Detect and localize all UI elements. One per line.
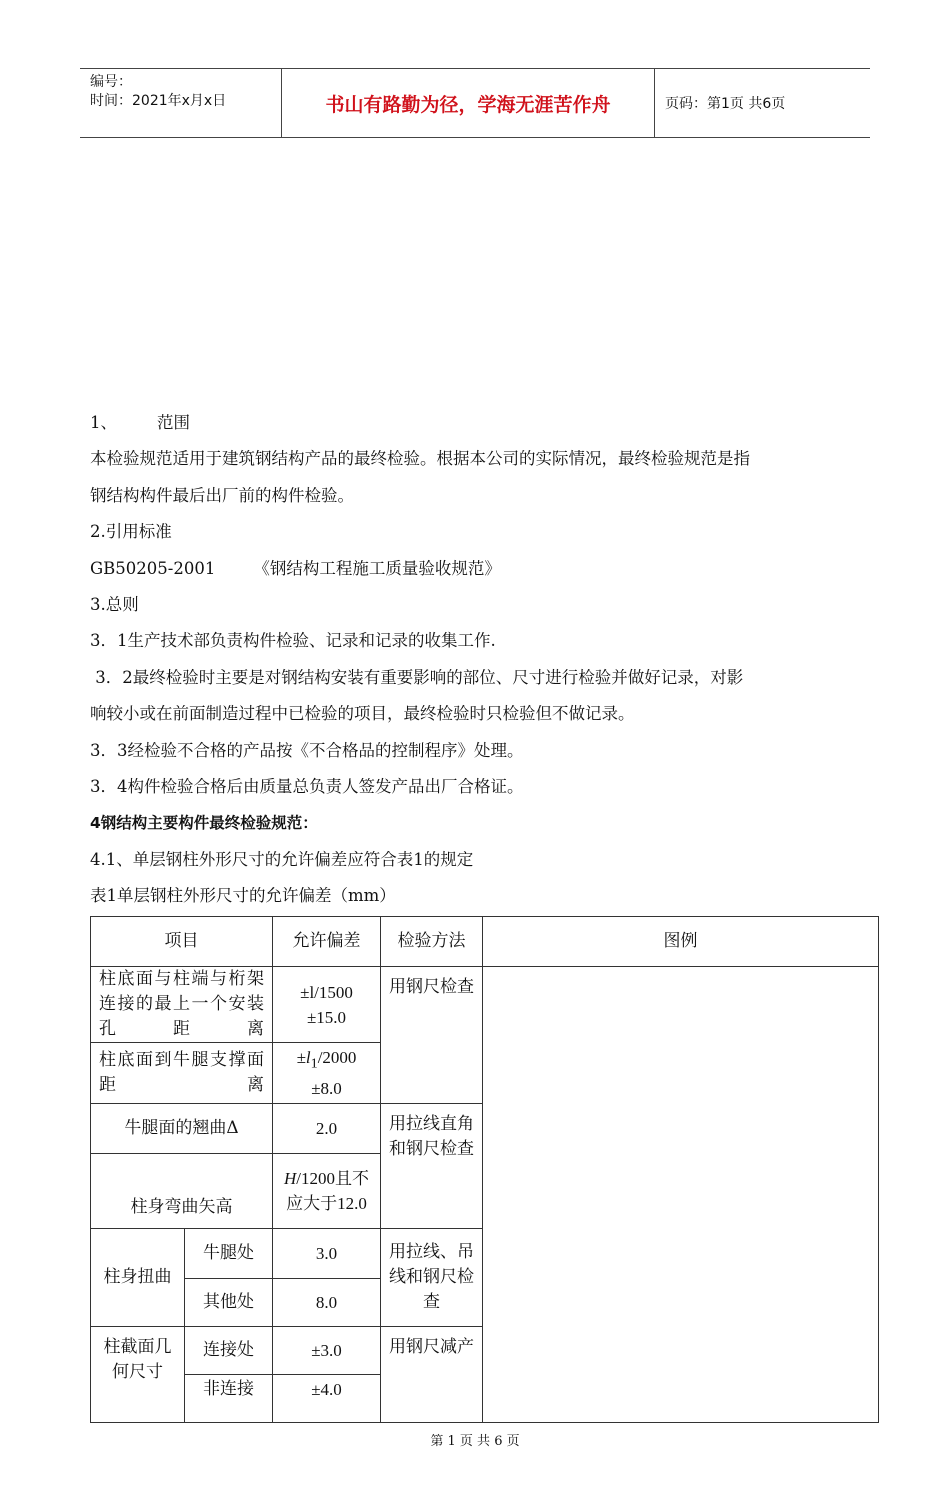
header-item: 项目 [91, 917, 273, 967]
clause-3-1: 3．1生产技术部负责构件检验、记录和记录的收集工作. [90, 631, 496, 651]
clause-3-2-line-2: 响较小或在前面制造过程中已检验的项目，最终检验时只检验但不做记录。 [90, 704, 635, 724]
standard-code: GB50205-2001 [90, 558, 216, 578]
tolerance-subscript: 1 [310, 1055, 318, 1072]
tolerance-value: ±l/1500 [300, 982, 353, 1002]
item-cell: 柱身弯曲矢高 [91, 1154, 273, 1229]
method-cell: 用钢尺减产 [381, 1327, 483, 1423]
table-caption: 表1单层钢柱外形尺寸的允许偏差（mm） [90, 886, 396, 906]
section-1-heading [90, 405, 872, 441]
sub-item-cell: 连接处 [185, 1327, 273, 1375]
clause-4-1: 4.1、单层钢柱外形尺寸的允许偏差应符合表1的规定 [90, 849, 474, 869]
tolerance-cell: 3.0 [273, 1229, 381, 1279]
section-1-paragraph-line-2: 钢结构构件最后出厂前的构件检验。 [90, 485, 354, 505]
sub-item-cell: 牛腿处 [185, 1229, 273, 1279]
sub-item-cell: 其他处 [185, 1279, 273, 1327]
header-method: 检验方法 [381, 917, 483, 967]
tolerance-table [90, 916, 879, 1423]
tolerance-cell: ±4.0 [273, 1375, 381, 1423]
document-date: 时间：2021年x月x日 [90, 93, 227, 109]
tolerance-value: /1200且不应大于12.0 [286, 1169, 369, 1214]
group-cell: 柱截面几何尺寸 [91, 1327, 185, 1423]
tolerance-cell [273, 1154, 381, 1229]
table-header-row [91, 917, 879, 967]
section-1-paragraph-line-1: 本检验规范适用于建筑钢结构产品的最终检验。根据本公司的实际情况，最终检验规范是指 [90, 449, 750, 469]
document-body [90, 405, 872, 914]
method-cell: 用拉线、吊线和钢尺检查 [381, 1229, 483, 1327]
tolerance-cell [273, 1043, 381, 1104]
tolerance-cell [273, 967, 381, 1043]
tolerance-cell: 8.0 [273, 1279, 381, 1327]
clause-3-3: 3．3经检验不合格的产品按《不合格品的控制程序》处理。 [90, 740, 524, 760]
section-3-heading: 3.总则 [90, 594, 139, 614]
item-cell: 柱底面与柱端与桁架连接的最上一个安装孔距离 [91, 967, 273, 1043]
method-cell: 用钢尺检查 [381, 967, 483, 1104]
document-number-label: 编号： [90, 74, 132, 90]
section-2-heading: 2.引用标准 [90, 522, 172, 542]
tolerance-cell: ±3.0 [273, 1327, 381, 1375]
table-row [91, 967, 879, 1043]
item-cell: 牛腿面的翘曲Δ [91, 1104, 273, 1154]
header-illustration: 图例 [483, 917, 879, 967]
header-meta [80, 69, 282, 137]
item-cell: 柱底面到牛腿支撑面距离 [91, 1043, 273, 1104]
tolerance-symbol: H [283, 1169, 297, 1189]
section-1-number: 1、 [90, 413, 117, 432]
header-tolerance: 允许偏差 [273, 917, 381, 967]
sub-item-cell: 非连接 [185, 1375, 273, 1423]
group-cell: 柱身扭曲 [91, 1229, 185, 1327]
clause-3-4: 3．4构件检验合格后由质量总负责人签发产品出厂合格证。 [90, 776, 524, 796]
header-motto: 书山有路勤为径，学海无涯苦作舟 [282, 69, 655, 137]
section-1-title: 范围 [157, 413, 190, 432]
tolerance-value: ±8.0 [311, 1079, 342, 1099]
page-footer: 第 1 页 共 6 页 [430, 1434, 520, 1449]
header-page-info: 页码：第1页 共6页 [665, 96, 786, 112]
page-header [80, 68, 870, 138]
clause-3-2-line-1: 3．2最终检验时主要是对钢结构安装有重要影响的部位、尺寸进行检验并做好记录，对影 [90, 667, 744, 687]
standard-reference [90, 551, 872, 587]
tolerance-value [279, 1045, 374, 1076]
tolerance-cell: 2.0 [273, 1104, 381, 1154]
tolerance-ratio: /2000 [317, 1048, 357, 1067]
method-cell: 用拉线直角和钢尺检查 [381, 1104, 483, 1229]
illustration-cell [483, 967, 879, 1423]
section-4-heading: 4钢结构主要构件最终检验规范： [90, 814, 318, 833]
standard-name: 《钢结构工程施工质量验收规范》 [253, 558, 501, 578]
tolerance-value: ±15.0 [306, 1007, 347, 1027]
tolerance-symbol: ±l [296, 1048, 311, 1067]
